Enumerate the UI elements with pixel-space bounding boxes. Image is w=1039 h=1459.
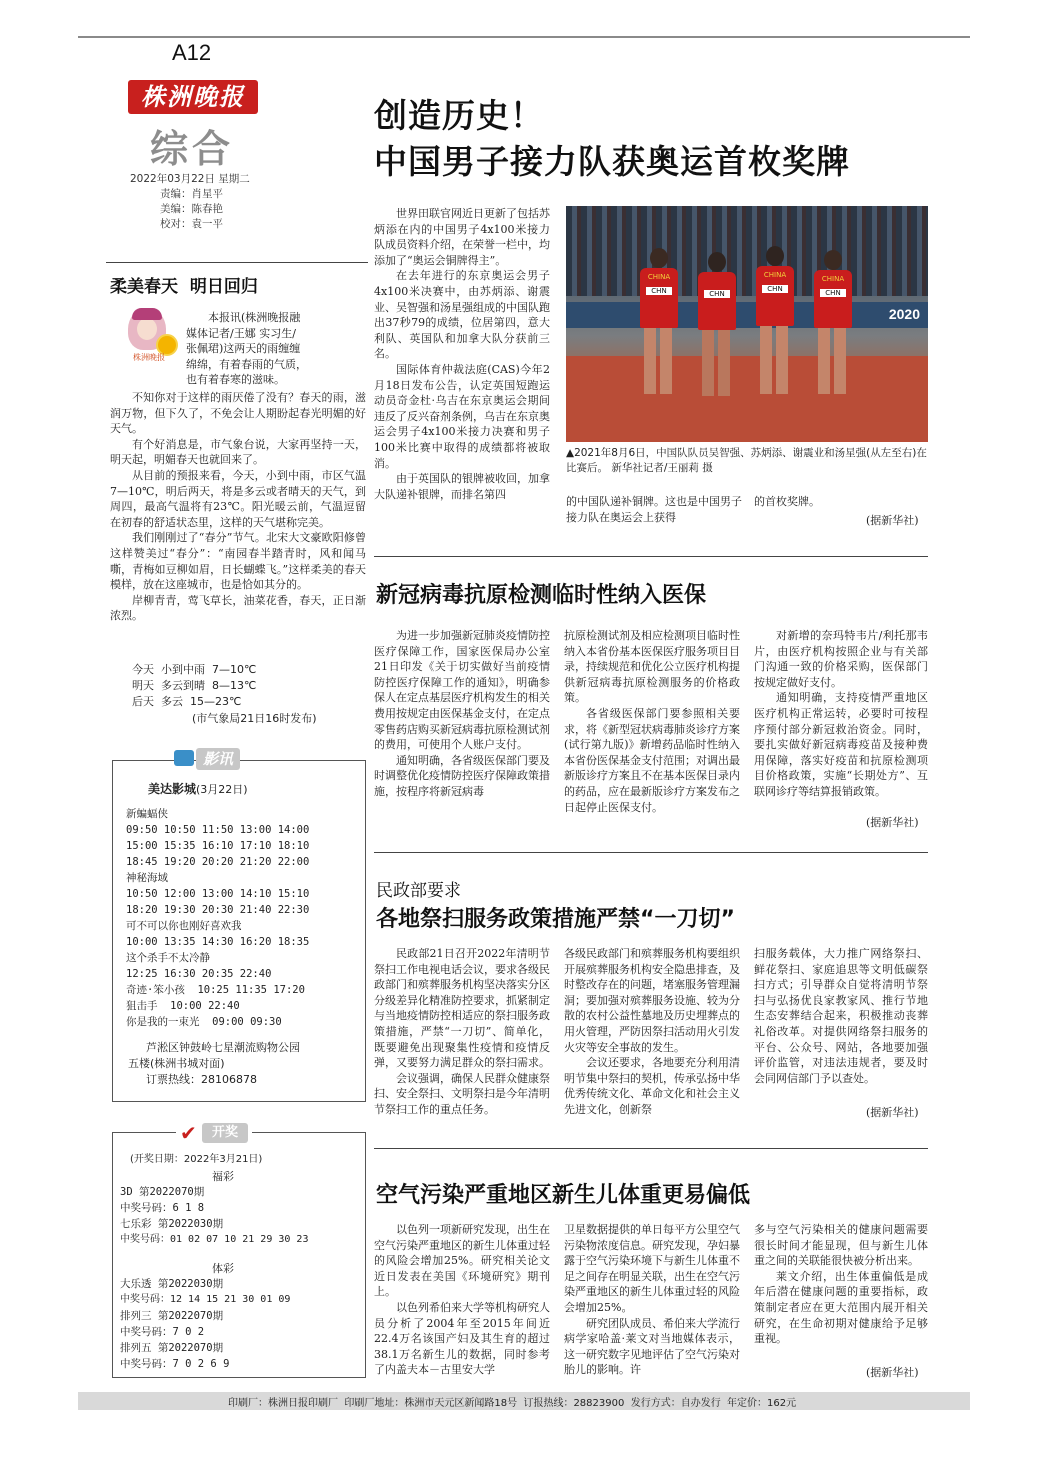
article3-paragraph: 各级民政部门和殡葬服务机构要组织开展殡葬服务机构安全隐患排查，及时整改存在的问题，堵塞服务管理漏洞；要加强对殡葬服务设施、较为分散的农村公益性墓地及历史埋葬点的用火管理，严防因祭扫活动用火引发火灾等安全事故的发生。: [564, 947, 740, 1054]
article2-paragraph: 通知明确，各省级医保部门要及时调整优化疫情防控医疗保障政策措施，按程序将新冠病毒: [374, 753, 550, 798]
movie-title: 这个杀手不太冷静: [126, 952, 210, 964]
article4-paragraph: 研究团队成员、希伯来大学流行病学家哈盖·莱文对当地媒体表示，这一研究数字见地评估了空气污染对胎儿的影响。许: [564, 1316, 740, 1377]
lottery-line: 中奖号码：01 02 07 10 21 29 30 23: [120, 1234, 309, 1245]
sports-results: [120, 1276, 364, 1372]
athlete-4: [810, 250, 856, 398]
article2-col2: [564, 628, 740, 815]
lottery-line: 中奖号码：12 14 15 21 30 01 09: [120, 1294, 291, 1305]
weather-paragraph: 有个好消息是，市气象台说，大家再坚持一天，明天起，明媚春天也就回来了。: [110, 437, 366, 467]
article1-paragraph: 在去年进行的东京奥运会男子4x100米决赛中，由苏炳添、谢震业、吴智强和汤星强组成的中国队跑出37秒79的成绩，位居第四，意大利队、英国队和加拿大队分获前三名。: [374, 269, 550, 361]
movie-times: 10:50 12:00 13:00 14:10 15:10: [126, 888, 310, 900]
article4-paragraph: 以色列希伯来大学等机构研究人员分析了2004年至2015年间近22.4万名该国产妇及其生育的超过38.1万名新生儿的数据，同时参考了内盖夫本－古里安大学: [374, 1300, 550, 1377]
footer-bar: [78, 1392, 970, 1410]
lottery-line: 中奖号码：7 0 2: [120, 1326, 205, 1338]
photo-track: [566, 356, 928, 442]
movie-times: 18:20 19:30 20:30 21:40 22:30: [126, 904, 310, 916]
lottery-line: 中奖号码：6 1 8: [120, 1202, 205, 1214]
page-editor: 责编：肖星平: [160, 188, 223, 200]
article4-paragraph: 以色列一项新研究发现，出生在空气污染严重地区的新生儿体重过轻的风险会增加25%。研究相关论文近日发表在美国《环境研究》期刊上。: [374, 1223, 550, 1299]
lottery-line: 中奖号码：7 0 2 6 9: [120, 1358, 230, 1370]
lottery-line: 排列三 第2022070期: [120, 1310, 224, 1322]
athlete-3: [752, 246, 798, 398]
article3-col2: [564, 946, 740, 1118]
article1-continuation: 的中国队递补铜牌。这也是中国男子接力队在奥运会上获得: [566, 495, 742, 524]
forecast-row: 后天 多云 15—23℃: [132, 695, 242, 708]
cinema-address-line: 芦淞区钟鼓岭七星潮流购物公园: [146, 1041, 300, 1054]
lottery-line: 3D 第2022070期: [120, 1186, 205, 1198]
cinema-phone: 订票热线：28106878: [146, 1073, 257, 1086]
movie-banner: [174, 746, 244, 772]
cinema-address: [128, 1040, 300, 1088]
cinema-address-line: 五楼(株洲书城对面): [128, 1057, 225, 1070]
photo-wall-text: 2020: [888, 306, 920, 322]
forecast-row: 明天 多云到晴 8—13℃: [132, 679, 257, 692]
lottery-banner-label: 开奖: [202, 1123, 248, 1143]
masthead-logo: [128, 80, 258, 114]
weather-body: [110, 390, 366, 624]
article4-paragraph: 莱文介绍，出生体重偏低是成年后潜在健康问题的重要指标，政策制定者应在更大范围内展开相关研究，在生命初期对健康给予足够重视。: [754, 1269, 928, 1346]
article3-col3: [754, 946, 928, 1086]
article1-paragraph: 国际体育仲裁法庭(CAS)今年2月18日发布公告，认定英国短跑运动员奇金杜·乌吉在东京奥运会期间违反了反兴奋剂条例，乌吉在东京奥运会男子4x100米接力决赛和男子100米比赛中取得的成绩都将被取消。: [374, 362, 550, 470]
article2-source: (据新华社): [866, 816, 919, 829]
movie-title: 新蝙蝠侠: [126, 808, 168, 820]
movie-title: 可不可以你也刚好喜欢我: [126, 920, 242, 932]
bib-text: CHN: [762, 285, 788, 293]
weather-title: 柔美春天 明日回归: [110, 277, 258, 297]
article3-paragraph: 扫服务载体，大力推广网络祭扫、鲜花祭扫、家庭追思等文明低碳祭扫方式；引导群众自觉将清明节祭扫与弘扬优良家教家风、推行节地生态安葬结合起来，积极推动丧葬礼俗改革。对提供网络祭扫服务的平台、公众号、网站，各地要加强评价监管，对违法违规者，要及时会同网信部门予以查处。: [754, 947, 928, 1085]
section-title: 综合: [150, 126, 235, 171]
weather-byline-line: 绵绵，有着春雨的气质，: [186, 357, 307, 371]
forecast-row: 今天 小到中雨 7—10℃: [132, 663, 257, 676]
photo-ad-wall: [566, 302, 928, 328]
article3-paragraph: 民政部21日召开2022年清明节祭扫工作电视电话会议，要求各级民政部门和殡葬服务机构坚决落实分区分级差异化精准防控要求，抓紧制定与当地疫情防控相适应的祭扫服务政策措施，严禁“一刀切”、简单化，既要避免出现聚集性疫情和疫情反弹，又要努力满足群众的祭扫需求。: [374, 947, 550, 1070]
movie-title: 神秘海域: [126, 872, 168, 884]
weather-avatar: [120, 308, 178, 368]
movie-line: 奇迹·笨小孩 10:25 11:35 17:20: [126, 984, 305, 996]
article2-paragraph: 各省级医保部门要参照相关要求，将《新型冠状病毒肺炎诊疗方案(试行第九版)》新增药品临时性纳入本省份医保基金支付范围；对调出最新版诊疗方案且不在基本医保目录内的药品，应在最新版诊疗方案发布之日起停止医保支付。: [564, 706, 740, 814]
article2-paragraph: 对新增的奈玛特韦片/利托那韦片，由医疗机构按照企业与有关部门沟通一致的价格采购，医保部门按规定做好支付。: [754, 629, 928, 689]
weather-byline-line: 媒体记者/王娜 实习生/: [186, 326, 296, 340]
avatar-label: 株洲晚报: [133, 353, 165, 362]
weather-top-rule: [106, 262, 368, 263]
article1-source: (据新华社): [866, 514, 919, 527]
article4-headline: 空气污染严重地区新生儿体重更易偏低: [376, 1183, 751, 1208]
article2-top-rule: [374, 556, 928, 557]
weather-paragraph: 岸柳青青，莺飞草长，油菜花香，春天，正日渐浓烈。: [110, 593, 366, 623]
weather-paragraph: 从目前的预报来看，今天，小到中雨，市区气温7—10℃，明后两天，将是多云或者晴天的天气，到周四，最高气温将有23℃。阳光暖云前，气温逗留在初春的舒适状态里，这样的天气堪称完美。: [110, 468, 366, 529]
weather-forecast: [132, 662, 256, 710]
article2-col3: [754, 628, 928, 800]
athlete-1: [636, 248, 682, 398]
article3-kicker: 民政部要求: [376, 881, 461, 901]
article3-col1: [374, 946, 550, 1118]
photo-caption: ▲2021年8月6日，中国队队员吴智强、苏炳添、谢震业和汤星强(从左至右)在比赛后。 新华社记者/王丽莉 摄: [566, 447, 927, 474]
article1-headline-line2: 中国男子接力队获奥运首枚奖牌: [374, 142, 850, 181]
article2-paragraph: 通知明确，支持疫情严重地区医疗机构正常运转，必要时可按程序预付部分新冠救治资金。同时，要扎实做好新冠病毒疫苗及接种费用保障，落实好疫苗和抗原检测项目价格政策，实施“长期处方”、互联网诊疗等结算报销政策。: [754, 691, 928, 798]
bib-text: CHN: [646, 287, 672, 295]
bib-text: CHN: [704, 290, 730, 298]
article4-source: (据新华社): [866, 1366, 919, 1379]
article2-paragraph: 抗原检测试剂及相应检测项目临时性纳入本省份基本医保医疗服务项目目录，持续规范和优化公立医疗机构提供新冠病毒抗原检测服务的价格政策。: [564, 629, 740, 705]
film-camera-icon: [174, 750, 194, 766]
article3-source: (据新华社): [866, 1106, 919, 1119]
article4-col1: [374, 1222, 550, 1378]
movie-times: 12:25 16:30 20:35 22:40: [126, 968, 272, 980]
article4-top-rule: [374, 1148, 928, 1149]
lottery-date: (开奖日期：2022年3月21日): [130, 1154, 263, 1165]
article1-body: [374, 206, 550, 502]
weather-paragraph: 我们刚刚过了“春分”节气。北宋大文豪欧阳修曾这样赞美过“春分”：“南园春半踏青时，风和闻马嘶，青梅如豆柳如眉，日长蝴蝶飞。”这样柔美的春天模样，放在这座城市，也是恰如其分的。: [110, 531, 366, 592]
top-rule: [78, 36, 970, 38]
jersey-text: CHINA: [647, 273, 671, 281]
article3-paragraph: 会议还要求，各地要充分利用清明节集中祭扫的契机，传承弘扬中华优秀传统文化、革命文化和社会主义先进文化，创新祭: [564, 1056, 740, 1116]
weather-byline-line: 本报讯(株洲晚报融: [208, 311, 301, 324]
movie-line: 狙击手 10:00 22:40: [126, 1000, 240, 1012]
jersey-text: CHINA: [763, 271, 787, 279]
welfare-results: [120, 1184, 364, 1248]
page-meta: [130, 172, 250, 232]
masthead-text: 株洲晚报: [141, 82, 245, 111]
article3-paragraph: 会议强调，确保人民群众健康祭扫、安全祭扫、文明祭扫是今年清明节祭扫工作的重点任务。: [374, 1071, 550, 1116]
weather-byline-line: 张佩珺)这两天的雨缠缠: [186, 342, 301, 356]
cinema-header: [148, 780, 248, 797]
page-number: A12: [172, 40, 212, 65]
article4-col2: [564, 1222, 740, 1378]
article1-headline-line1: 创造历史！: [374, 96, 544, 135]
article4-paragraph: 卫星数据提供的单日每平方公里空气污染物浓度信息。研究发现，孕妇暴露于空气污染环境下与新生儿体重不足之间存在明显关联，出生在空气污染严重地区的新生儿体重过轻的风险会增加25%。: [564, 1223, 740, 1314]
footer-text: 印刷厂：株洲日报印刷厂 印刷厂地址：株洲市天元区新闻路18号 订报热线：28823900 发行方式：自办发行 年定价：162元: [228, 1398, 797, 1409]
weather-byline: [186, 310, 366, 388]
athlete-2: [694, 252, 740, 398]
movie-times: 18:45 19:20 20:20 21:20 22:00: [126, 856, 310, 868]
page-date: 2022年03月22日 星期二: [130, 173, 250, 185]
weather-paragraph: 不知你对于这样的雨厌倦了没有？春天的雨，滋润万物，但下久了，不免会让人期盼起春光明媚的好天气。: [110, 391, 366, 436]
article1-paragraph: 世界田联官网近日更新了包括苏炳添在内的中国男子4x100米接力队成员资料介绍，在荣誉一栏中，均添加了“奥运会铜牌得主”。: [374, 207, 550, 267]
movie-times: 15:00 15:35 16:10 17:10 18:10: [126, 840, 310, 852]
article4-col3: [754, 1222, 928, 1347]
sports-title: 体彩: [212, 1262, 234, 1275]
article2-headline: 新冠病毒抗原检测临时性纳入医保: [376, 583, 707, 608]
forecast-release: (市气象局21日16时发布): [192, 712, 317, 725]
lottery-line: 七乐彩 第2022030期: [120, 1218, 224, 1230]
welfare-title: 福彩: [212, 1170, 234, 1183]
relay-team-photo: [566, 206, 928, 442]
article4-paragraph: 多与空气污染相关的健康问题需要很长时间才能显现，但与新生儿体重之间的关联能很快被分析出来。: [754, 1223, 928, 1268]
weather-byline-line: 也有着春寒的滋味。: [186, 373, 285, 387]
page-proofreader: 校对：袁一平: [160, 218, 223, 230]
lottery-line: 大乐透 第2022030期: [120, 1278, 224, 1290]
movie-banner-label: 影讯: [196, 748, 240, 770]
checkmark-icon: ✔: [180, 1121, 197, 1145]
movie-times: 10:00 13:35 14:30 16:20 18:35: [126, 936, 310, 948]
movie-line: 你是我的一束光 09:00 09:30: [126, 1016, 282, 1028]
cinema-date: (3月22日): [196, 783, 248, 796]
article3-headline: 各地祭扫服务政策措施严禁“一刀切”: [376, 907, 735, 932]
movie-listings: [126, 806, 364, 1030]
article2-col1: [374, 628, 550, 800]
jersey-text: CHINA: [821, 275, 845, 283]
page-designer: 美编：陈春艳: [160, 203, 223, 215]
lottery-line: 排列五 第2022070期: [120, 1342, 224, 1354]
article1-continuation-end: 的首枚奖牌。: [754, 495, 820, 508]
photo-crowd: [566, 206, 928, 296]
article3-top-rule: [374, 852, 928, 853]
cinema-name: 美达影城: [148, 782, 197, 796]
article2-paragraph: 为进一步加强新冠肺炎疫情防控医疗保障工作，国家医保局办公室21日印发《关于切实做好当前疫情防控医疗保障工作的通知》，明确参保人在定点基层医疗机构发生的相关费用按规定由医保基金支付，在定点零售药店购买新冠病毒抗原检测试剂的费用，可使用个人账户支付。: [374, 629, 550, 752]
article1-paragraph: 由于英国队的银牌被收回，加拿大队递补银牌，而排名第四: [374, 472, 550, 501]
lottery-banner: [176, 1120, 252, 1146]
movie-times: 09:50 10:50 11:50 13:00 14:00: [126, 824, 310, 836]
bib-text: CHN: [820, 289, 846, 297]
